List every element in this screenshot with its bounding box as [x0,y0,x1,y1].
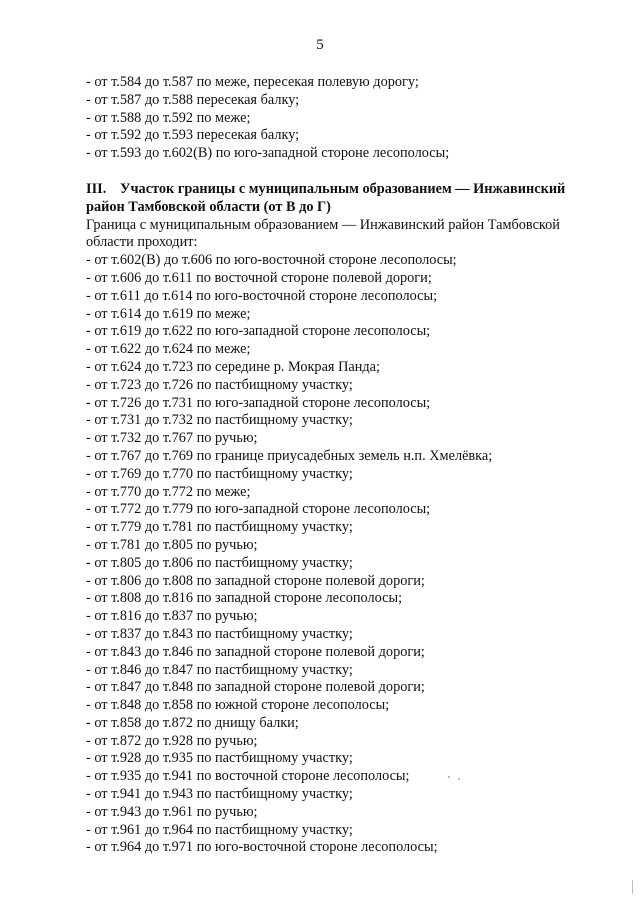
section-number: III. [86,180,107,197]
section-spacer [86,163,606,181]
boundary-list-item: - от т.837 до т.843 по пастбищному участку; [86,625,353,642]
boundary-list-item: - от т.872 до т.928 по ручью; [86,732,258,749]
section-intro-line-1: Граница с муниципальным образованием — Инжавинский район Тамбовской [86,216,560,233]
boundary-list-item: - от т.592 до т.593 пересекая балку; [86,127,300,144]
boundary-list-item: - от т.935 до т.941 по восточной стороне лесополосы; [86,768,410,785]
boundary-list-section-3 [86,252,606,857]
document-body [86,74,606,857]
section-title-line-1: Участок границы с муниципальным образованием — Инжавинский [120,180,566,197]
boundary-list-item: - от т.941 до т.943 по пастбищному участку; [86,786,353,803]
boundary-list-item: - от т.779 до т.781 по пастбищному участку; [86,519,353,536]
boundary-list-item: - от т.614 до т.619 по меже; [86,305,251,322]
boundary-list-item: - от т.611 до т.614 по юго-восточной стороне лесополосы; [86,287,438,304]
section-heading [86,181,606,217]
boundary-list-item: - от т.588 до т.592 по меже; [86,109,251,126]
boundary-list-item: - от т.808 до т.816 по западной стороне лесополосы; [86,590,403,607]
boundary-list-item: - от т.847 до т.848 по западной стороне полевой дороги; [86,679,425,696]
boundary-list-item: - от т.593 до т.602(В) по юго-западной стороне лесополосы; [86,145,450,162]
boundary-list-item: - от т.843 до т.846 по западной стороне полевой дороги; [86,643,425,660]
boundary-list-item: - от т.602(В) до т.606 по юго-восточной стороне лесополосы; [86,252,457,269]
boundary-list-item: - от т.806 до т.808 по западной стороне полевой дороги; [86,572,425,589]
scan-speck [458,778,460,780]
boundary-list-item: - от т.816 до т.837 по ручью; [86,608,258,625]
boundary-list-item: - от т.772 до т.779 по юго-западной стороне лесополосы; [86,501,431,518]
boundary-list-item: - от т.928 до т.935 по пастбищному участку; [86,750,353,767]
section-intro [86,217,606,253]
boundary-list-item: - от т.858 до т.872 по днищу балки; [86,714,299,731]
boundary-list-item: - от т.732 до т.767 по ручью; [86,430,258,447]
boundary-list-item: - от т.805 до т.806 по пастбищному участку; [86,554,353,571]
boundary-list-item: - от т.723 до т.726 по пастбищному участку; [86,376,353,393]
boundary-list-item: - от т.943 до т.961 по ручью; [86,803,258,820]
scan-edge-mark [632,880,633,894]
boundary-list-item: - от т.964 до т.971 по юго-восточной стороне лесополосы; [86,839,438,856]
boundary-list-item: - от т.622 до т.624 по меже; [86,341,251,358]
section-intro-line-2: области проходит: [86,234,198,251]
boundary-list-item: - от т.770 до т.772 по меже; [86,483,251,500]
boundary-list-previous [86,74,606,163]
boundary-list-item: - от т.726 до т.731 по юго-западной стороне лесополосы; [86,394,431,411]
page-number: 5 [316,37,324,53]
boundary-list-item: - от т.848 до т.858 по южной стороне лесополосы; [86,697,390,714]
boundary-list-item: - от т.961 до т.964 по пастбищному участку; [86,821,353,838]
boundary-list-item: - от т.767 до т.769 по границе приусадебных земель н.п. Хмелёвка; [86,447,493,464]
boundary-list-item: - от т.731 до т.732 по пастбищному участку; [86,412,353,429]
section-title-line-2: район Тамбовской области (от В до Г) [86,198,331,215]
boundary-list-item: - от т.846 до т.847 по пастбищному участку; [86,661,353,678]
boundary-list-item: - от т.584 до т.587 по меже, пересекая полевую дорогу; [86,74,419,90]
boundary-list-item: - от т.769 до т.770 по пастбищному участку; [86,465,353,482]
boundary-list-item: - от т.606 до т.611 по восточной стороне полевой дороги; [86,269,432,286]
scan-speck [448,776,450,778]
boundary-list-item: - от т.619 до т.622 по юго-западной стороне лесополосы; [86,323,431,340]
boundary-list-item: - от т.587 до т.588 пересекая балку; [86,91,300,108]
boundary-list-item: - от т.624 до т.723 по середине р. Мокрая Панда; [86,358,380,375]
boundary-list-item: - от т.781 до т.805 по ручью; [86,536,258,553]
